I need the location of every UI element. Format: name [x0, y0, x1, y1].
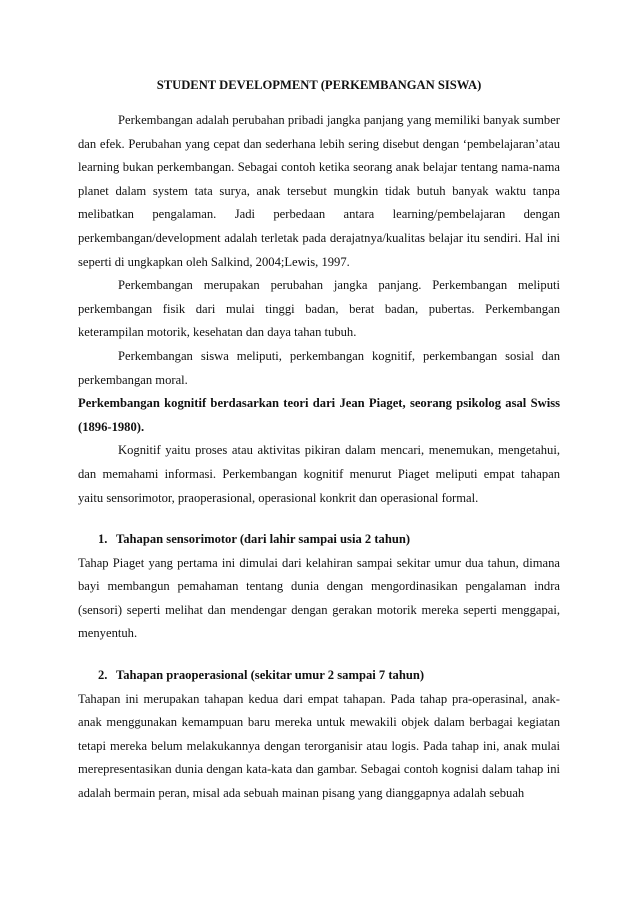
- section-number: 2.: [98, 668, 108, 683]
- section-body-sensorimotor: Tahap Piaget yang pertama ini dimulai dari kelahiran sampai sekitar umur dua tahun, dimana bayi membangun pemahaman tentang dunia dengan mengordinasikan pengalaman indra (sensori) seperti melihat dan mendengar dengan gerakan motorik mereka seperti menggapai, menyentuh.: [78, 555, 560, 641]
- page-title: STUDENT DEVELOPMENT (PERKEMBANGAN SISWA): [156, 78, 482, 92]
- paragraph-definition: Perkembangan adalah perubahan pribadi jangka panjang yang memiliki banyak sumber dan efek. Perubahan yang cepat dan sederhana lebih sering disebut dengan ‘pembelajaran’atau learning bukan perkembangan. Sebagai contoh ketika seorang anak belajar tentang nama-nama planet dalam system tata surya, anak tersebut mungkin tidak butuh banyak waktu tanpa melibatkan pengalaman. Jadi perbedaan antara learning/pembelajaran dengan perkembangan/development adalah terletak pada derajatnya/kualitas belajar itu sendiri. Hal ini seperti di ungkapkan oleh Salkind, 2004;Lewis, 1997.: [78, 113, 560, 269]
- paragraph-cognitive: Kognitif yaitu proses atau aktivitas pikiran dalam mencari, menemukan, mengetahui, dan memahami informasi. Perkembangan kognitif menurut Piaget meliputi empat tahapan yaitu sensorimotor, praoperasional, operasional konkrit dan operasional formal.: [78, 443, 560, 505]
- section-heading-preoperational: [78, 664, 560, 688]
- section-heading-text: Tahapan praoperasional (sekitar umur 2 sampai 7 tahun): [116, 668, 425, 683]
- section-spacer: [78, 646, 560, 664]
- paragraph-student-development: Perkembangan siswa meliputi, perkembangan kognitif, perkembangan sosial dan perkembangan moral.: [78, 348, 560, 387]
- section-spacer: [78, 510, 560, 528]
- paragraph-piaget-heading: Perkembangan kognitif berdasarkan teori dari Jean Piaget, seorang psikolog asal Swiss (1896-1980).: [78, 396, 560, 434]
- section-number: 1.: [98, 532, 108, 547]
- paragraph-long-term-change: Perkembangan merupakan perubahan jangka panjang. Perkembangan meliputi perkembangan fisik dari mulai tinggi badan, berat badan, pubertas. Perkembangan keterampilan motorik, kesehatan dan daya tahan tubuh.: [78, 278, 560, 340]
- section-heading-text: Tahapan sensorimotor (dari lahir sampai usia 2 tahun): [116, 532, 411, 547]
- section-heading-sensorimotor: [78, 528, 560, 552]
- section-body-preoperational: Tahapan ini merupakan tahapan kedua dari empat tahapan. Pada tahap pra-operasinal, anak-anak menggunakan kemampuan baru mereka untuk mewakili objek dalam berbagai kegiatan tetapi mereka belum melakukannya dengan terorganisir atau logis. Pada tahap ini, anak mulai merepresentasikan dunia dengan kata-kata dan gambar. Sebagai contoh kognisi dalam tahap ini adalah bermain peran, misal ada sebuah mainan pisang yang dianggapnya adalah sebuah: [78, 691, 560, 801]
